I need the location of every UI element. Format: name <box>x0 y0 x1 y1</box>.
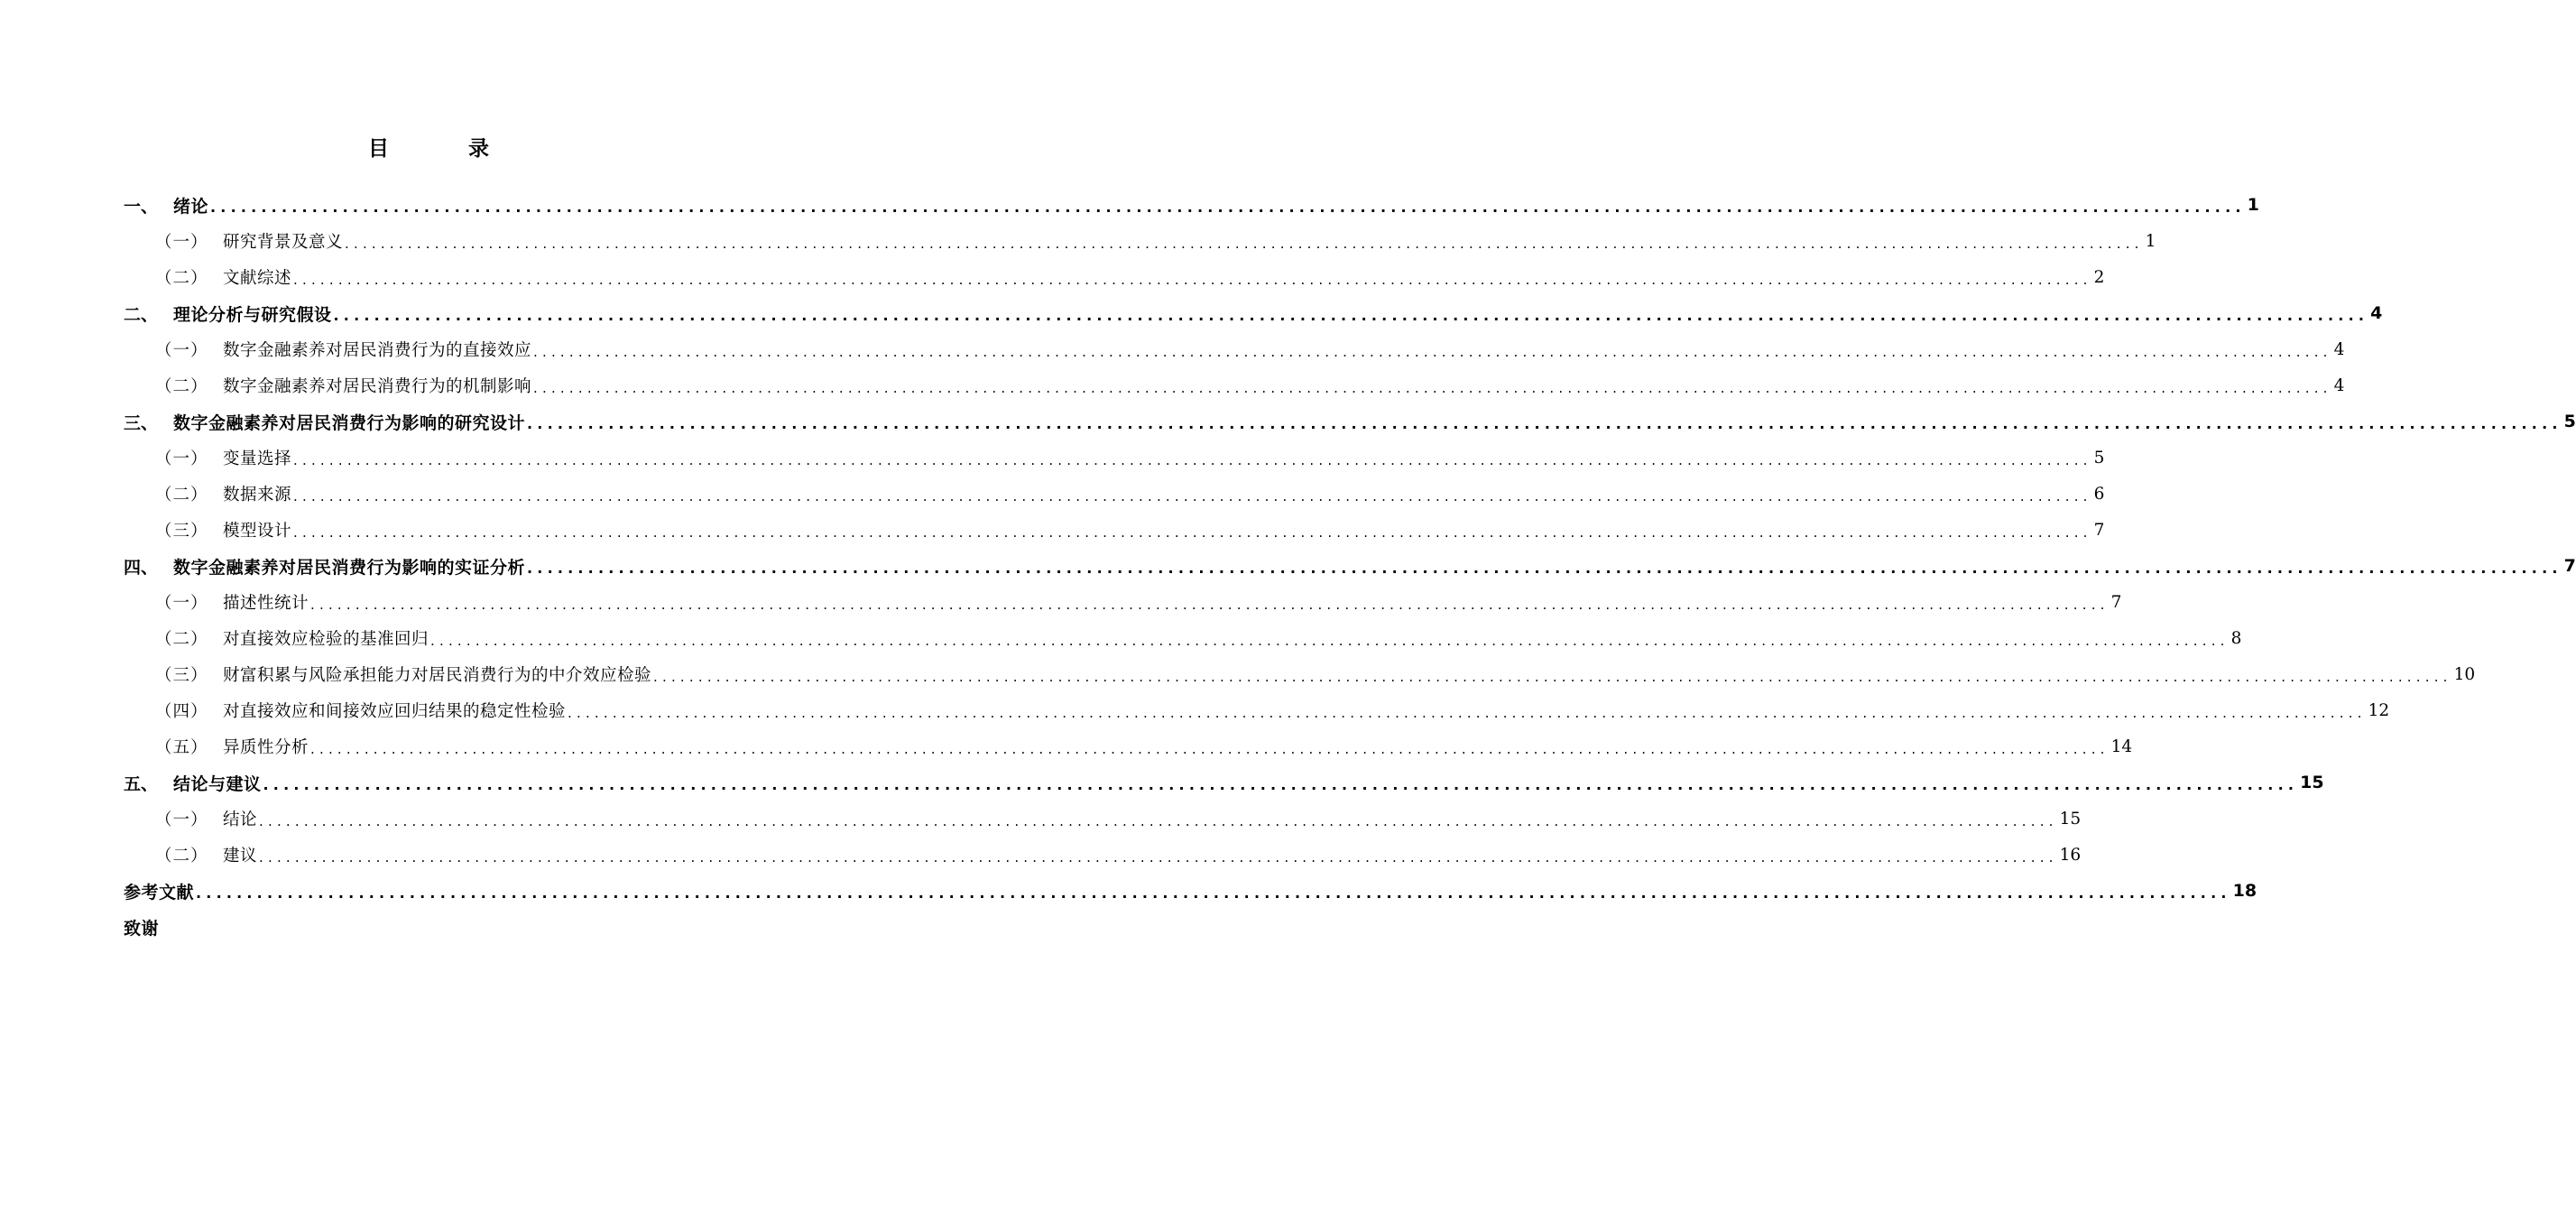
toc-entry-number: 二、 <box>124 304 159 325</box>
dot-leader: ........................................................................................................................................................................................................ <box>293 524 2092 541</box>
toc-entry-number: （一） <box>155 449 208 468</box>
dot-leader: ........................................................................................................................................................................................................ <box>345 236 2144 252</box>
toc-entry-number: （一） <box>155 810 208 829</box>
toc-entry-page-number: 5 <box>2093 448 2105 468</box>
toc-entry-page-number: 14 <box>2110 736 2133 756</box>
toc-entry-page-number: 12 <box>2368 700 2390 720</box>
toc-entry-number: （一） <box>155 594 208 613</box>
toc-entry-page-number: 4 <box>2333 339 2345 359</box>
toc-entry-label: 变量选择 <box>223 449 292 468</box>
toc-entry[interactable] <box>124 295 2383 331</box>
toc-entry-page-number: 1 <box>2247 195 2259 215</box>
toc-entry-number: （一） <box>155 233 208 252</box>
toc-entry[interactable] <box>124 548 2576 584</box>
toc-entry-label: 数据来源 <box>223 486 292 505</box>
toc-entry-page-number: 5 <box>2563 412 2576 431</box>
toc-entry[interactable] <box>124 728 2133 764</box>
toc-entry-label: 异质性分析 <box>223 738 309 757</box>
toc-entry-page-number: 4 <box>2333 375 2345 395</box>
toc-entry[interactable] <box>124 837 2082 873</box>
toc-entry-number: （二） <box>155 269 208 288</box>
dot-leader: ........................................................................................................................................................................................................ <box>527 560 2562 577</box>
toc-entry-number: （三） <box>155 666 208 685</box>
toc-entry-page-number: 18 <box>2232 881 2257 901</box>
toc-entry-page-number: 8 <box>2230 628 2242 648</box>
toc-entry-label: 描述性统计 <box>223 594 309 613</box>
toc-entry-label: 研究背景及意义 <box>223 233 344 252</box>
toc-entry-number: 一、 <box>124 196 159 217</box>
toc-entry[interactable] <box>124 656 2476 692</box>
dot-leader: ........................................................................................................................................................................................................ <box>210 199 2246 216</box>
dot-leader: ........................................................................................................................................................................................................ <box>653 669 2452 685</box>
toc-entry[interactable] <box>124 259 2105 295</box>
dot-leader: ........................................................................................................................................................................................................ <box>293 452 2092 468</box>
toc-entry-label: 结论 <box>223 810 258 829</box>
toc-entry-number: （二） <box>155 377 208 396</box>
toc-entry-label: 建议 <box>223 847 258 866</box>
toc-entry[interactable] <box>124 909 768 945</box>
toc-entry-label: 数字金融素养对居民消费行为的机制影响 <box>223 377 532 396</box>
toc-entry-page-number: 7 <box>2563 556 2576 576</box>
dot-leader: ........................................................................................................................................................................................................ <box>259 849 2058 866</box>
toc-entry[interactable] <box>124 187 2259 223</box>
toc-entry-page-number: 15 <box>2059 809 2082 829</box>
toc-entry-label: 参考文献 <box>124 882 195 903</box>
toc-entry-label: 绪论 <box>173 196 209 217</box>
dot-leader: ........................................................................................................................................................................................................ <box>310 597 2110 613</box>
toc-entry-label: 结论与建议 <box>173 773 262 794</box>
toc-entry-page-number: 10 <box>2453 664 2476 684</box>
toc-entry-number: （四） <box>155 702 208 721</box>
toc-entry-label: 模型设计 <box>223 522 292 541</box>
toc-entry-label: 理论分析与研究假设 <box>173 304 332 325</box>
toc-entry-page-number: 7 <box>2093 520 2105 540</box>
toc-entry-number: （二） <box>155 847 208 866</box>
toc-entry[interactable] <box>124 476 2105 512</box>
toc-entry-page-number: 7 <box>2110 592 2122 612</box>
toc-entry[interactable] <box>124 331 2345 367</box>
toc-entry[interactable] <box>124 764 2324 801</box>
toc-entry-number: 五、 <box>124 773 159 794</box>
toc-entry-number: （五） <box>155 738 208 757</box>
toc-entry-number: （一） <box>155 341 208 360</box>
table-of-contents <box>124 187 2576 945</box>
toc-entry[interactable] <box>124 223 2156 259</box>
dot-leader: ........................................................................................................................................................................................................ <box>527 415 2562 432</box>
toc-entry-page-number: 1 <box>2145 231 2156 251</box>
toc-entry-label: 数字金融素养对居民消费行为的直接效应 <box>223 341 532 360</box>
page-title: 目 录 <box>367 137 525 161</box>
dot-leader: ........................................................................................................................................................................................................ <box>259 813 2058 829</box>
toc-entry-page-number: 4 <box>2370 303 2383 323</box>
toc-entry-number: （二） <box>155 486 208 505</box>
toc-entry[interactable] <box>124 584 2122 620</box>
dot-leader: ........................................................................................................................................................................................................ <box>196 884 2231 902</box>
toc-entry-number: （三） <box>155 522 208 541</box>
toc-entry[interactable] <box>124 692 2390 728</box>
dot-leader: ........................................................................................................................................................................................................ <box>533 380 2332 396</box>
dot-leader: ........................................................................................................................................................................................................ <box>293 488 2092 505</box>
dot-leader: ........................................................................................................................................................................................................ <box>430 633 2230 649</box>
toc-entry-label: 对直接效应和间接效应回归结果的稳定性检验 <box>223 702 567 721</box>
toc-entry-label: 数字金融素养对居民消费行为影响的研究设计 <box>173 412 526 433</box>
toc-entry-label: 财富积累与风险承担能力对居民消费行为的中介效应检验 <box>223 666 652 685</box>
dot-leader: ........................................................................................................................................................................................................ <box>293 272 2092 288</box>
dot-leader: ........................................................................................................................................................................................................ <box>568 705 2367 721</box>
toc-entry[interactable] <box>124 403 2576 440</box>
dot-leader: ........................................................................................................................................................................................................ <box>533 344 2332 360</box>
toc-entry-page-number: 15 <box>2300 773 2324 792</box>
toc-entry-label: 致谢 <box>124 918 160 939</box>
dot-leader: ........................................................................................................................................................................................................ <box>333 307 2369 324</box>
toc-entry[interactable] <box>124 367 2345 403</box>
toc-entry[interactable] <box>124 512 2105 548</box>
toc-entry[interactable] <box>124 873 2257 909</box>
dot-leader: ........................................................................................................................................................................................................ <box>310 741 2110 757</box>
toc-entry-page-number: 2 <box>2093 267 2105 287</box>
toc-entry-label: 文献综述 <box>223 269 292 288</box>
toc-entry[interactable] <box>124 801 2082 837</box>
toc-entry-number: 四、 <box>124 557 159 578</box>
dot-leader: ........................................................................................................................................................................................................ <box>263 776 2299 793</box>
toc-entry-number: 三、 <box>124 412 159 433</box>
toc-entry-page-number: 6 <box>2093 484 2105 504</box>
toc-entry[interactable] <box>124 440 2105 476</box>
toc-entry-label: 对直接效应检验的基准回归 <box>223 630 429 649</box>
toc-entry-page-number: 16 <box>2059 845 2082 865</box>
toc-entry-number: （二） <box>155 630 208 649</box>
toc-entry-label: 数字金融素养对居民消费行为影响的实证分析 <box>173 557 526 578</box>
toc-entry[interactable] <box>124 620 2242 656</box>
